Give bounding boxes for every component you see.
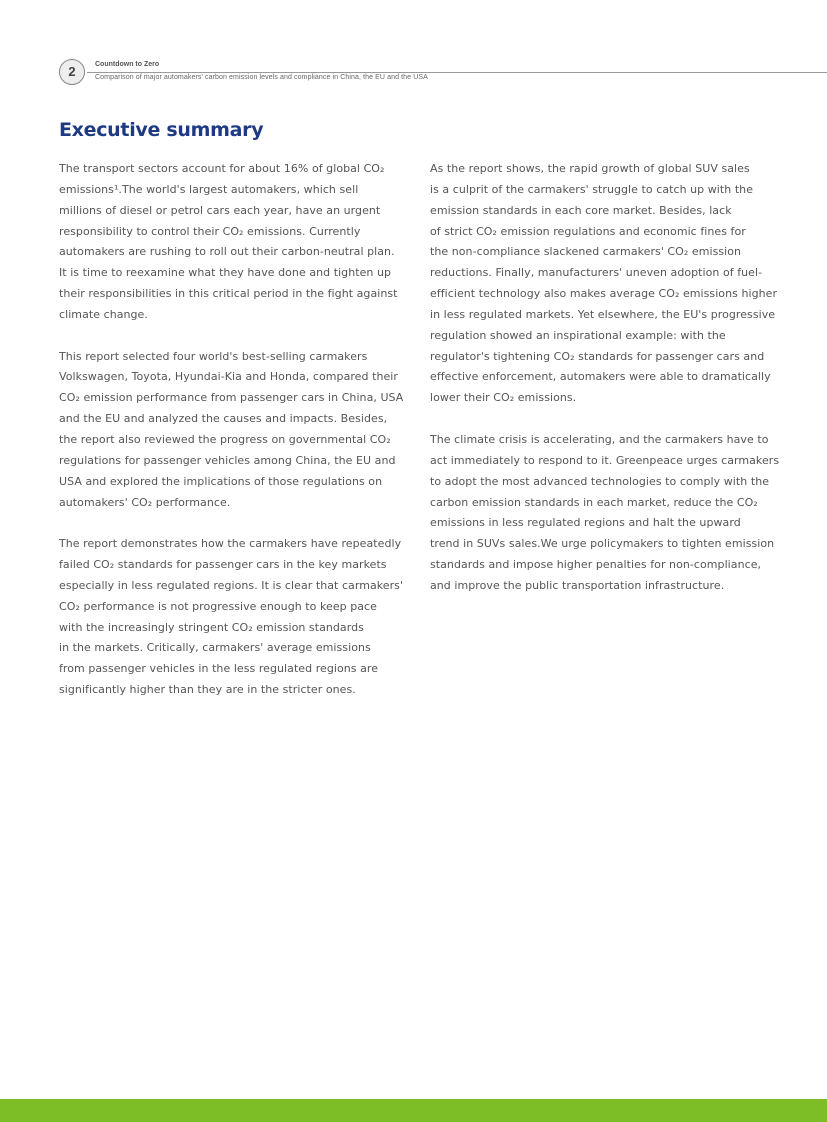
- text-line: CO₂ emission performance from passenger cars in China, USA: [59, 391, 404, 405]
- text-line: with the increasingly stringent CO₂ emission standards: [59, 620, 364, 634]
- text-line: automakers are rushing to roll out their carbon-neutral plan.: [59, 245, 395, 259]
- section-heading: Executive summary: [59, 119, 264, 141]
- text-line: regulation showed an inspirational example: with the: [430, 328, 726, 342]
- text-line: USA and explored the implications of those regulations on: [59, 474, 383, 488]
- text-line: The climate crisis is accelerating, and the carmakers have to: [430, 432, 769, 446]
- text-line: The report demonstrates how the carmakers have repeatedly: [59, 537, 402, 551]
- text-line: significantly higher than they are in the stricter ones.: [59, 683, 356, 697]
- text-line: in less regulated markets. Yet elsewhere, the EU's progressive: [430, 307, 776, 321]
- paragraph: [59, 534, 409, 701]
- running-title: Countdown to Zero: [95, 61, 160, 68]
- paragraph: [59, 159, 409, 326]
- text-line: The transport sectors account for about 16% of global CO₂: [59, 162, 385, 175]
- text-line: the non-compliance slackened carmakers' CO₂ emission: [430, 245, 742, 259]
- text-line: and the EU and analyzed the causes and impacts. Besides,: [59, 412, 388, 426]
- text-line: regulations for passenger vehicles among China, the EU and: [59, 453, 396, 467]
- right-column: [430, 159, 780, 618]
- text-line: especially in less regulated regions. It is clear that carmakers': [59, 578, 404, 592]
- running-subtitle: Comparison of major automakers' carbon emission levels and compliance in China, the EU and the USA: [95, 74, 428, 81]
- text-line: responsibility to control their CO₂ emissions. Currently: [59, 224, 361, 238]
- text-line: their responsibilities in this critical period in the fight against: [59, 287, 398, 301]
- text-line: efficient technology also makes average CO₂ emissions higher: [430, 287, 778, 301]
- page-number: 2: [59, 59, 85, 85]
- text-line: lower their CO₂ emissions.: [430, 391, 577, 405]
- text-line: climate change.: [59, 307, 148, 321]
- header-divider: [87, 72, 827, 73]
- text-line: is a culprit of the carmakers' struggle to catch up with the: [430, 182, 754, 196]
- text-line: As the report shows, the rapid growth of global SUV sales: [430, 162, 750, 175]
- paragraph: [430, 430, 780, 597]
- text-line: from passenger vehicles in the less regulated regions are: [59, 662, 379, 676]
- text-line: standards and impose higher penalties for non-compliance,: [430, 558, 762, 572]
- text-line: of strict CO₂ emission regulations and economic fines for: [430, 224, 746, 238]
- text-line: emissions in less regulated regions and halt the upward: [430, 516, 741, 530]
- text-line: and improve the public transportation infrastructure.: [430, 578, 725, 592]
- text-line: reductions. Finally, manufacturers' uneven adoption of fuel-: [430, 266, 763, 280]
- left-column: [59, 159, 409, 722]
- text-line: to adopt the most advanced technologies to comply with the: [430, 474, 770, 488]
- text-line: effective enforcement, automakers were able to dramatically: [430, 370, 771, 384]
- text-line: automakers' CO₂ performance.: [59, 495, 231, 509]
- text-line: act immediately to respond to it. Greenpeace urges carmakers: [430, 453, 780, 467]
- text-line: emission standards in each core market. Besides, lack: [430, 203, 732, 217]
- paragraph: [59, 347, 409, 514]
- text-line: It is time to reexamine what they have done and tighten up: [59, 266, 392, 280]
- text-line: carbon emission standards in each market, reduce the CO₂: [430, 495, 758, 509]
- text-line: the report also reviewed the progress on governmental CO₂: [59, 432, 391, 446]
- text-line: Volkswagen, Toyota, Hyundai-Kia and Honda, compared their: [59, 370, 398, 384]
- footer-bar: [0, 1099, 827, 1122]
- text-line: This report selected four world's best-selling carmakers: [59, 349, 368, 363]
- text-line: millions of diesel or petrol cars each year, have an urgent: [59, 203, 381, 217]
- text-line: failed CO₂ standards for passenger cars in the key markets: [59, 558, 387, 572]
- text-line: trend in SUVs sales.We urge policymakers to tighten emission: [430, 537, 775, 551]
- text-line: CO₂ performance is not progressive enough to keep pace: [59, 599, 377, 613]
- text-line: regulator's tightening CO₂ standards for passenger cars and: [430, 349, 765, 363]
- paragraph: [430, 159, 780, 409]
- text-line: emissions¹.The world's largest automakers, which sell: [59, 182, 359, 196]
- text-line: in the markets. Critically, carmakers' average emissions: [59, 641, 371, 655]
